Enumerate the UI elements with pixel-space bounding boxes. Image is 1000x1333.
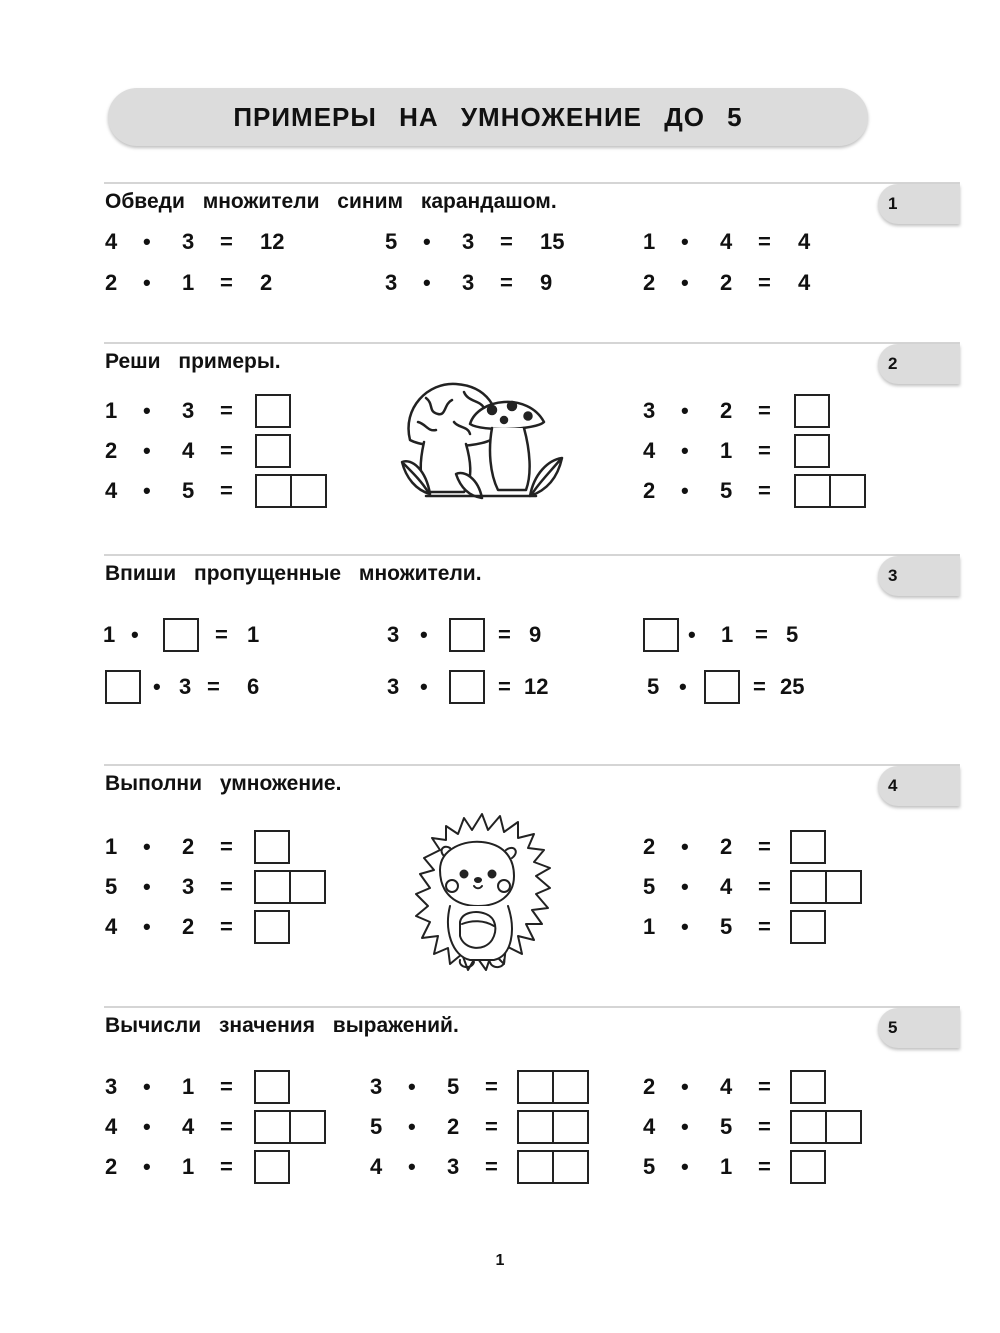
answer-box-two-digit[interactable] — [254, 1110, 326, 1144]
factor-a: 4 — [370, 1154, 383, 1179]
times-sign: • — [681, 1074, 689, 1099]
answer-box-two-digit[interactable] — [254, 870, 326, 904]
times-sign: • — [681, 478, 689, 503]
equals-sign: = — [758, 229, 771, 254]
answer-box[interactable] — [254, 1070, 290, 1104]
page-number: 1 — [495, 1252, 505, 1269]
product: 9 — [540, 270, 553, 295]
equals-sign: = — [758, 270, 771, 295]
factor-a: 1 — [105, 398, 118, 423]
factor-b: 4 — [182, 1114, 195, 1139]
equals-sign: = — [220, 438, 233, 463]
times-sign: • — [681, 1154, 689, 1179]
section-divider — [104, 1006, 960, 1008]
product: 1 — [247, 622, 260, 647]
factor-b: 2 — [182, 914, 195, 939]
factor-a: 5 — [647, 674, 660, 699]
factor-b: 1 — [182, 1074, 195, 1099]
equals-sign: = — [485, 1114, 498, 1139]
answer-box-two-digit[interactable] — [790, 870, 862, 904]
equals-sign: = — [498, 622, 511, 647]
times-sign: • — [153, 674, 161, 699]
missing-factor-box[interactable] — [704, 670, 740, 704]
factor-a: 4 — [643, 1114, 656, 1139]
factor-b: 2 — [182, 834, 195, 859]
times-sign: • — [420, 622, 428, 647]
times-sign: • — [681, 438, 689, 463]
product: 6 — [247, 674, 260, 699]
answer-box[interactable] — [794, 394, 830, 428]
equals-sign: = — [758, 1114, 771, 1139]
equals-sign: = — [758, 874, 771, 899]
factor-a[interactable]: 1 — [643, 229, 656, 254]
times-sign: • — [408, 1114, 416, 1139]
times-sign: • — [143, 270, 151, 295]
factor-b: 1 — [720, 1154, 733, 1179]
factor-b: 1 — [182, 1154, 195, 1179]
equals-sign: = — [753, 674, 766, 699]
factor-a: 2 — [643, 1074, 656, 1099]
exercise-number-badge: 4 — [878, 766, 960, 806]
times-sign: • — [143, 834, 151, 859]
answer-box-two-digit[interactable] — [794, 474, 866, 508]
missing-factor-box[interactable] — [643, 618, 679, 652]
equals-sign: = — [220, 478, 233, 503]
factor-a[interactable]: 5 — [385, 229, 398, 254]
factor-b: 5 — [182, 478, 195, 503]
equals-sign: = — [500, 229, 513, 254]
equals-sign: = — [758, 914, 771, 939]
page-title: ПРИМЕРЫ НА УМНОЖЕНИЕ ДО 5 — [233, 101, 743, 132]
answer-box-two-digit[interactable] — [517, 1150, 589, 1184]
factor-b: 5 — [447, 1074, 460, 1099]
factor-b: 3 — [182, 398, 195, 423]
product: 15 — [540, 229, 565, 254]
section-divider — [104, 554, 960, 556]
times-sign: • — [143, 438, 151, 463]
equals-sign: = — [220, 874, 233, 899]
exercise-instruction: Реши примеры. — [105, 350, 281, 373]
factor-a: 1 — [643, 914, 656, 939]
equals-sign: = — [485, 1074, 498, 1099]
factor-a: 3 — [387, 622, 400, 647]
factor-b[interactable]: 2 — [720, 270, 733, 295]
times-sign: • — [681, 398, 689, 423]
answer-box[interactable] — [254, 1150, 290, 1184]
missing-factor-box[interactable] — [105, 670, 141, 704]
equals-sign: = — [755, 622, 768, 647]
exercise-number-badge: 3 — [878, 556, 960, 596]
answer-box-two-digit[interactable] — [517, 1070, 589, 1104]
equals-sign: = — [220, 834, 233, 859]
equals-sign: = — [220, 1154, 233, 1179]
times-sign: • — [420, 674, 428, 699]
times-sign: • — [131, 622, 139, 647]
factor-a: 3 — [643, 398, 656, 423]
factor-a: 4 — [105, 1114, 118, 1139]
factor-b[interactable]: 1 — [182, 270, 195, 295]
times-sign: • — [143, 1074, 151, 1099]
times-sign: • — [423, 270, 431, 295]
answer-box[interactable] — [254, 910, 290, 944]
answer-box[interactable] — [794, 434, 830, 468]
equals-sign: = — [220, 1114, 233, 1139]
times-sign: • — [423, 229, 431, 254]
times-sign: • — [681, 229, 689, 254]
missing-factor-box[interactable] — [449, 618, 485, 652]
equals-sign: = — [500, 270, 513, 295]
factor-a: 1 — [105, 834, 118, 859]
factor-a[interactable]: 2 — [643, 270, 656, 295]
exercise-number-badge: 5 — [878, 1008, 960, 1048]
times-sign: • — [143, 1114, 151, 1139]
exercise-number-badge: 1 — [878, 184, 960, 224]
times-sign: • — [143, 1154, 151, 1179]
hedgehog-illustration — [410, 810, 556, 978]
factor-b: 5 — [720, 478, 733, 503]
factor-a: 5 — [370, 1114, 383, 1139]
answer-box[interactable] — [790, 1070, 826, 1104]
factor-a: 5 — [643, 1154, 656, 1179]
answer-box[interactable] — [254, 830, 290, 864]
times-sign: • — [143, 398, 151, 423]
times-sign: • — [143, 914, 151, 939]
product: 5 — [786, 622, 799, 647]
times-sign: • — [143, 874, 151, 899]
exercise-number-badge: 2 — [878, 344, 960, 384]
exercise-instruction: Вычисли значения выражений. — [105, 1014, 459, 1037]
factor-a: 2 — [643, 478, 656, 503]
factor-a: 2 — [105, 438, 118, 463]
factor-b: 5 — [720, 1114, 733, 1139]
factor-a: 2 — [105, 1154, 118, 1179]
answer-box[interactable] — [255, 394, 291, 428]
times-sign: • — [408, 1154, 416, 1179]
page-title-banner — [108, 88, 868, 146]
times-sign: • — [681, 270, 689, 295]
product: 2 — [260, 270, 273, 295]
factor-b: 2 — [720, 834, 733, 859]
factor-a: 1 — [103, 622, 116, 647]
factor-a: 3 — [105, 1074, 118, 1099]
missing-factor-box[interactable] — [449, 670, 485, 704]
factor-a: 3 — [387, 674, 400, 699]
factor-a: 4 — [105, 914, 118, 939]
section-divider — [104, 182, 960, 184]
answer-box-two-digit[interactable] — [517, 1110, 589, 1144]
equals-sign: = — [220, 914, 233, 939]
factor-b: 5 — [720, 914, 733, 939]
times-sign: • — [679, 674, 687, 699]
product: 25 — [780, 674, 805, 699]
factor-b[interactable]: 3 — [462, 229, 475, 254]
equals-sign: = — [215, 622, 228, 647]
equals-sign: = — [498, 674, 511, 699]
factor-b: 2 — [447, 1114, 460, 1139]
times-sign: • — [681, 914, 689, 939]
equals-sign: = — [758, 398, 771, 423]
section-divider — [104, 764, 960, 766]
times-sign: • — [681, 874, 689, 899]
product: 12 — [524, 674, 549, 699]
factor-a: 4 — [643, 438, 656, 463]
missing-factor-box[interactable] — [163, 618, 199, 652]
equals-sign: = — [207, 674, 220, 699]
factor-a[interactable]: 4 — [105, 229, 118, 254]
answer-box[interactable] — [255, 434, 291, 468]
equals-sign: = — [758, 478, 771, 503]
equals-sign: = — [220, 270, 233, 295]
factor-b[interactable]: 3 — [182, 229, 195, 254]
factor-a: 3 — [370, 1074, 383, 1099]
factor-b: 3 — [447, 1154, 460, 1179]
factor-b: 1 — [721, 622, 734, 647]
answer-box[interactable] — [790, 1150, 826, 1184]
exercise-instruction: Впиши пропущенные множители. — [105, 562, 482, 585]
equals-sign: = — [220, 229, 233, 254]
equals-sign: = — [485, 1154, 498, 1179]
factor-a: 4 — [105, 478, 118, 503]
times-sign: • — [408, 1074, 416, 1099]
exercise-instruction: Обведи множители синим карандашом. — [105, 190, 557, 213]
product: 12 — [260, 229, 285, 254]
answer-box[interactable] — [790, 910, 826, 944]
factor-b: 3 — [182, 874, 195, 899]
factor-b: 4 — [720, 874, 733, 899]
exercise-instruction: Выполни умножение. — [105, 772, 342, 795]
factor-b: 4 — [720, 1074, 733, 1099]
equals-sign: = — [758, 834, 771, 859]
product: 4 — [798, 229, 811, 254]
times-sign: • — [681, 834, 689, 859]
factor-b: 1 — [720, 438, 733, 463]
factor-b[interactable]: 3 — [462, 270, 475, 295]
factor-a: 5 — [105, 874, 118, 899]
factor-b: 4 — [182, 438, 195, 463]
times-sign: • — [688, 622, 696, 647]
equals-sign: = — [758, 438, 771, 463]
section-divider — [104, 342, 960, 344]
times-sign: • — [681, 1114, 689, 1139]
factor-a[interactable]: 3 — [385, 270, 398, 295]
equals-sign: = — [220, 1074, 233, 1099]
mushrooms-illustration — [398, 378, 566, 506]
answer-box[interactable] — [790, 830, 826, 864]
times-sign: • — [143, 229, 151, 254]
equals-sign: = — [758, 1154, 771, 1179]
factor-b: 2 — [720, 398, 733, 423]
factor-a[interactable]: 2 — [105, 270, 118, 295]
equals-sign: = — [758, 1074, 771, 1099]
factor-b: 3 — [179, 674, 192, 699]
times-sign: • — [143, 478, 151, 503]
factor-a: 5 — [643, 874, 656, 899]
product: 4 — [798, 270, 811, 295]
factor-b[interactable]: 4 — [720, 229, 733, 254]
factor-a: 2 — [643, 834, 656, 859]
answer-box-two-digit[interactable] — [255, 474, 327, 508]
product: 9 — [529, 622, 542, 647]
equals-sign: = — [220, 398, 233, 423]
answer-box-two-digit[interactable] — [790, 1110, 862, 1144]
